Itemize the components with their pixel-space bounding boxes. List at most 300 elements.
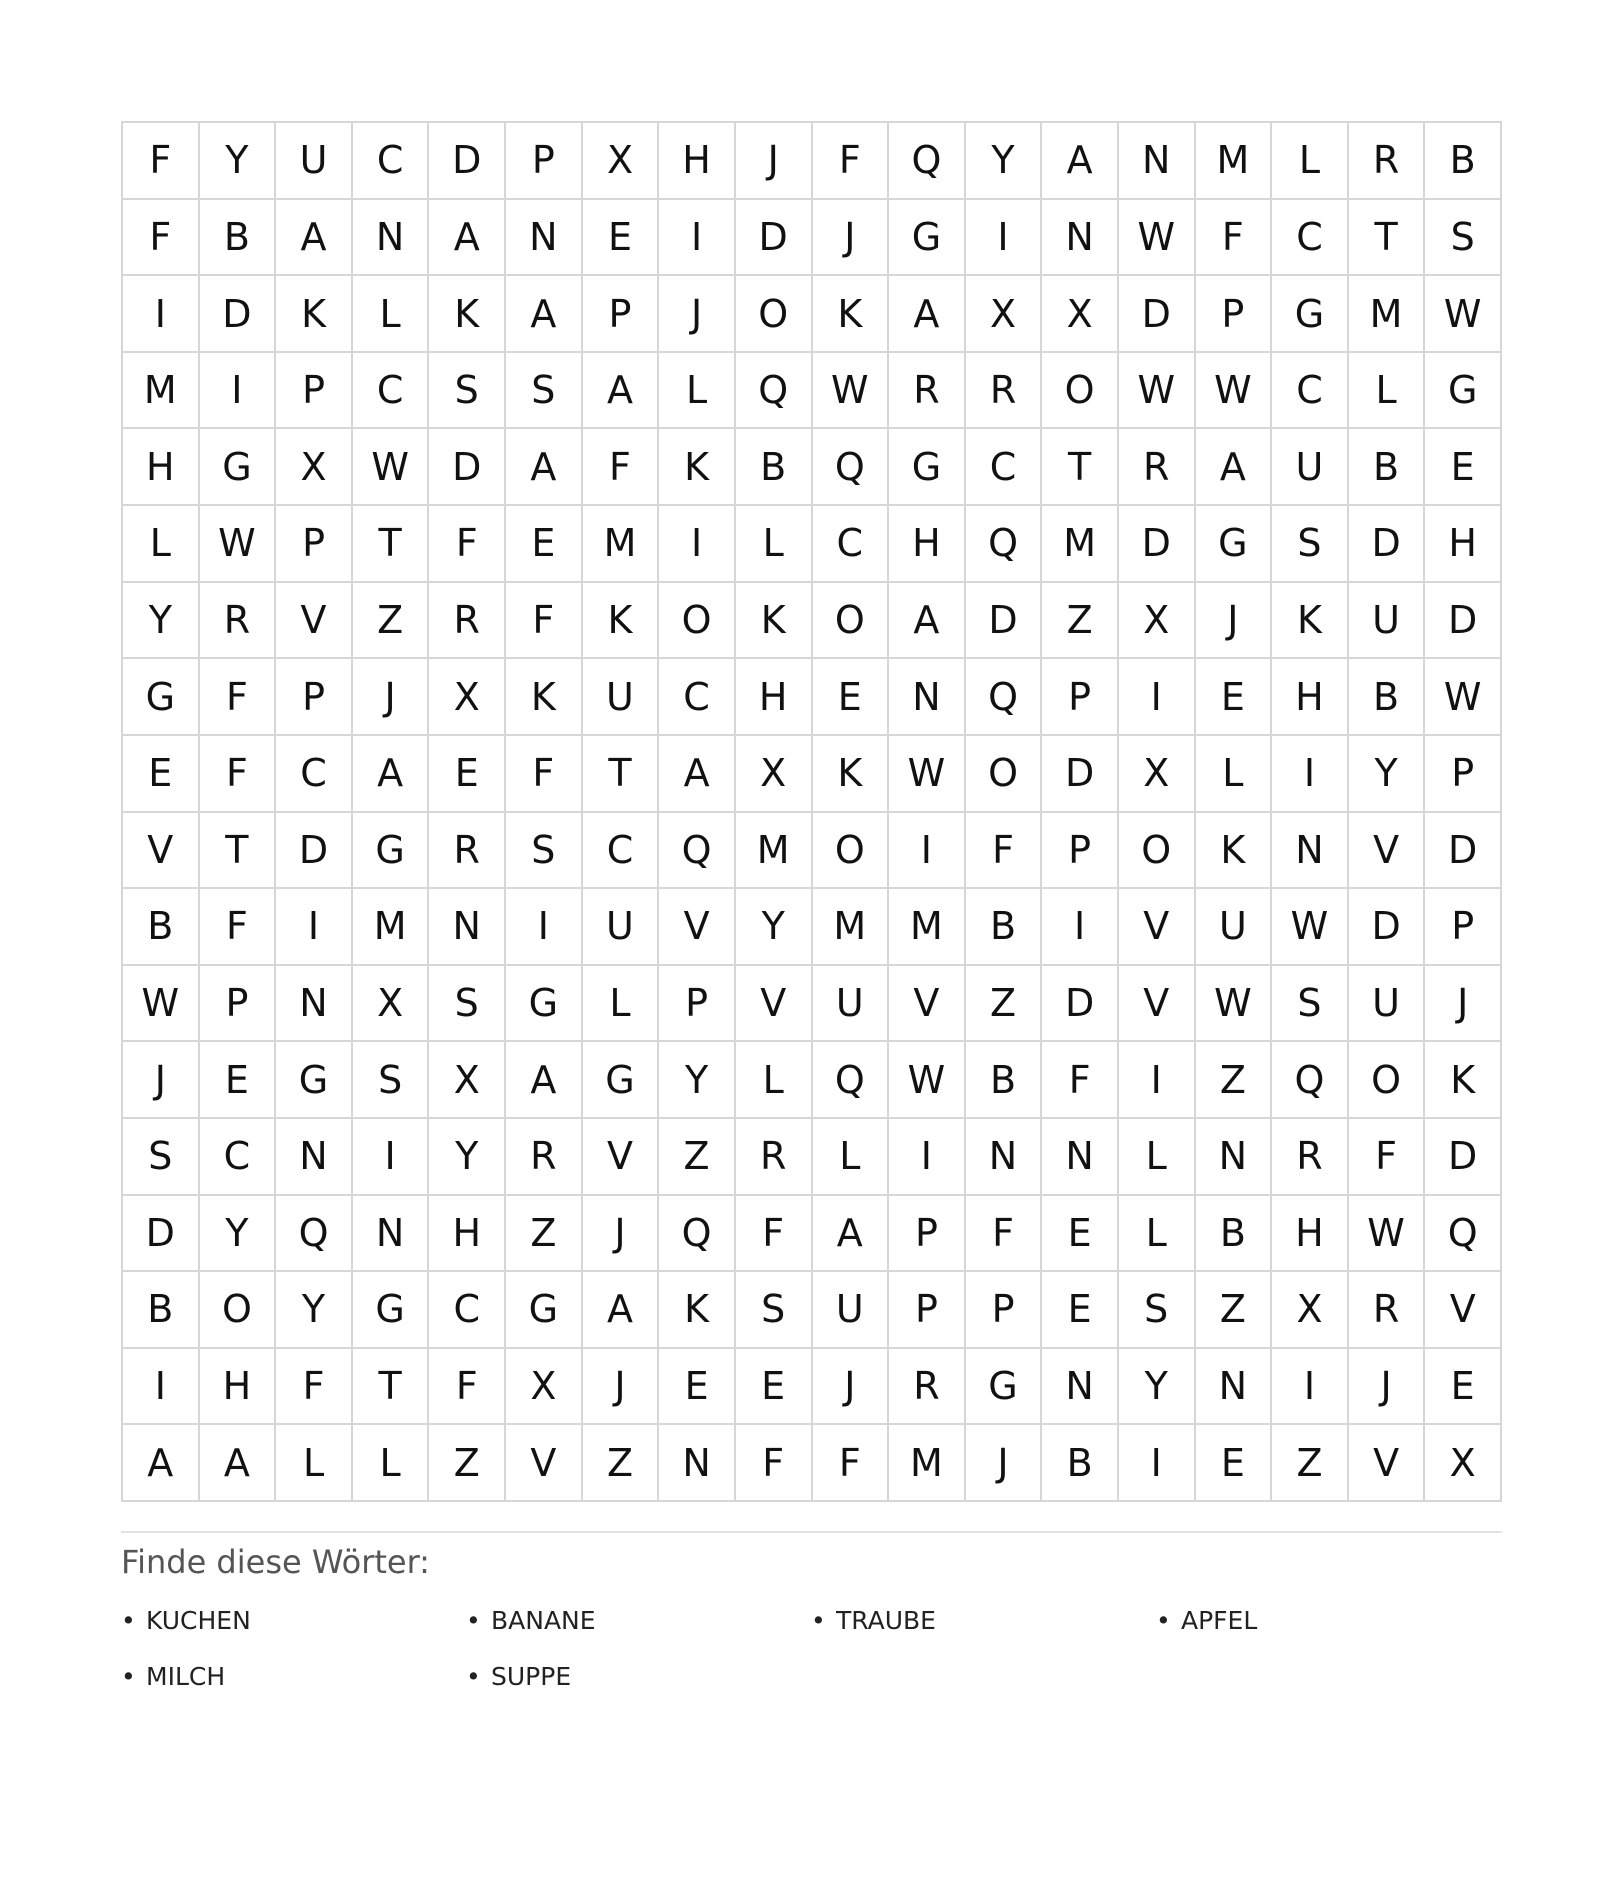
grid-cell[interactable]: S: [429, 353, 506, 430]
grid-cell[interactable]: Z: [1272, 1425, 1349, 1502]
grid-cell[interactable]: E: [1425, 429, 1502, 506]
grid-cell[interactable]: D: [736, 200, 813, 277]
grid-cell[interactable]: G: [506, 966, 583, 1043]
grid-cell[interactable]: L: [813, 1119, 890, 1196]
grid-cell[interactable]: Y: [1119, 1349, 1196, 1426]
grid-cell[interactable]: A: [276, 200, 353, 277]
grid-cell[interactable]: I: [659, 506, 736, 583]
grid-cell[interactable]: L: [1349, 353, 1426, 430]
grid-cell[interactable]: X: [1119, 736, 1196, 813]
grid-cell[interactable]: W: [1119, 353, 1196, 430]
grid-cell[interactable]: E: [1042, 1196, 1119, 1273]
grid-cell[interactable]: F: [966, 1196, 1043, 1273]
grid-cell[interactable]: G: [353, 813, 430, 890]
grid-cell[interactable]: A: [123, 1425, 200, 1502]
grid-cell[interactable]: R: [506, 1119, 583, 1196]
grid-cell[interactable]: P: [583, 276, 660, 353]
grid-cell[interactable]: B: [200, 200, 277, 277]
grid-cell[interactable]: D: [200, 276, 277, 353]
grid-cell[interactable]: J: [1196, 583, 1273, 660]
grid-cell[interactable]: F: [200, 889, 277, 966]
grid-cell[interactable]: X: [1272, 1272, 1349, 1349]
grid-cell[interactable]: F: [429, 1349, 506, 1426]
grid-cell[interactable]: E: [813, 659, 890, 736]
grid-cell[interactable]: S: [1425, 200, 1502, 277]
grid-cell[interactable]: M: [583, 506, 660, 583]
grid-cell[interactable]: D: [1119, 506, 1196, 583]
grid-cell[interactable]: C: [429, 1272, 506, 1349]
grid-cell[interactable]: P: [966, 1272, 1043, 1349]
grid-cell[interactable]: V: [736, 966, 813, 1043]
grid-cell[interactable]: F: [276, 1349, 353, 1426]
grid-cell[interactable]: L: [583, 966, 660, 1043]
grid-cell[interactable]: D: [966, 583, 1043, 660]
grid-cell[interactable]: G: [1196, 506, 1273, 583]
grid-cell[interactable]: D: [1425, 813, 1502, 890]
grid-cell[interactable]: K: [813, 276, 890, 353]
grid-cell[interactable]: E: [200, 1042, 277, 1119]
grid-cell[interactable]: E: [506, 506, 583, 583]
grid-cell[interactable]: P: [889, 1196, 966, 1273]
grid-cell[interactable]: Z: [429, 1425, 506, 1502]
grid-cell[interactable]: P: [276, 506, 353, 583]
grid-cell[interactable]: L: [659, 353, 736, 430]
grid-cell[interactable]: H: [659, 123, 736, 200]
grid-cell[interactable]: Y: [200, 123, 277, 200]
grid-cell[interactable]: C: [1272, 353, 1349, 430]
grid-cell[interactable]: O: [1042, 353, 1119, 430]
grid-cell[interactable]: J: [353, 659, 430, 736]
grid-cell[interactable]: J: [123, 1042, 200, 1119]
grid-cell[interactable]: N: [889, 659, 966, 736]
grid-cell[interactable]: Z: [583, 1425, 660, 1502]
grid-cell[interactable]: T: [353, 506, 430, 583]
grid-cell[interactable]: Z: [1196, 1272, 1273, 1349]
grid-cell[interactable]: Y: [736, 889, 813, 966]
grid-cell[interactable]: S: [506, 813, 583, 890]
grid-cell[interactable]: T: [200, 813, 277, 890]
grid-cell[interactable]: D: [429, 123, 506, 200]
grid-cell[interactable]: W: [1349, 1196, 1426, 1273]
grid-cell[interactable]: I: [276, 889, 353, 966]
grid-cell[interactable]: K: [276, 276, 353, 353]
grid-cell[interactable]: I: [123, 276, 200, 353]
grid-cell[interactable]: N: [1042, 1349, 1119, 1426]
grid-cell[interactable]: C: [1272, 200, 1349, 277]
grid-cell[interactable]: V: [889, 966, 966, 1043]
grid-cell[interactable]: S: [1119, 1272, 1196, 1349]
grid-cell[interactable]: D: [1425, 1119, 1502, 1196]
grid-cell[interactable]: A: [506, 276, 583, 353]
grid-cell[interactable]: U: [1272, 429, 1349, 506]
grid-cell[interactable]: U: [1349, 966, 1426, 1043]
grid-cell[interactable]: H: [429, 1196, 506, 1273]
grid-cell[interactable]: M: [1042, 506, 1119, 583]
grid-cell[interactable]: V: [1349, 1425, 1426, 1502]
grid-cell[interactable]: R: [200, 583, 277, 660]
grid-cell[interactable]: J: [1425, 966, 1502, 1043]
grid-cell[interactable]: I: [1272, 1349, 1349, 1426]
grid-cell[interactable]: S: [1272, 966, 1349, 1043]
grid-cell[interactable]: P: [1042, 813, 1119, 890]
grid-cell[interactable]: I: [1042, 889, 1119, 966]
grid-cell[interactable]: W: [1196, 353, 1273, 430]
grid-cell[interactable]: O: [736, 276, 813, 353]
grid-cell[interactable]: T: [1042, 429, 1119, 506]
grid-cell[interactable]: A: [583, 1272, 660, 1349]
grid-cell[interactable]: L: [1196, 736, 1273, 813]
grid-cell[interactable]: R: [429, 583, 506, 660]
grid-cell[interactable]: N: [1042, 200, 1119, 277]
grid-cell[interactable]: I: [200, 353, 277, 430]
grid-cell[interactable]: W: [1196, 966, 1273, 1043]
grid-cell[interactable]: L: [736, 1042, 813, 1119]
grid-cell[interactable]: A: [583, 353, 660, 430]
grid-cell[interactable]: D: [429, 429, 506, 506]
grid-cell[interactable]: N: [276, 1119, 353, 1196]
grid-cell[interactable]: F: [506, 583, 583, 660]
grid-cell[interactable]: F: [1349, 1119, 1426, 1196]
grid-cell[interactable]: E: [1425, 1349, 1502, 1426]
grid-cell[interactable]: S: [736, 1272, 813, 1349]
grid-cell[interactable]: N: [429, 889, 506, 966]
grid-cell[interactable]: L: [1119, 1119, 1196, 1196]
grid-cell[interactable]: J: [1349, 1349, 1426, 1426]
grid-cell[interactable]: V: [506, 1425, 583, 1502]
grid-cell[interactable]: Q: [966, 506, 1043, 583]
grid-cell[interactable]: K: [659, 1272, 736, 1349]
grid-cell[interactable]: G: [353, 1272, 430, 1349]
grid-cell[interactable]: K: [736, 583, 813, 660]
grid-cell[interactable]: J: [583, 1349, 660, 1426]
grid-cell[interactable]: E: [1042, 1272, 1119, 1349]
grid-cell[interactable]: X: [276, 429, 353, 506]
grid-cell[interactable]: K: [1272, 583, 1349, 660]
grid-cell[interactable]: B: [123, 1272, 200, 1349]
grid-cell[interactable]: H: [200, 1349, 277, 1426]
grid-cell[interactable]: W: [200, 506, 277, 583]
grid-cell[interactable]: X: [736, 736, 813, 813]
grid-cell[interactable]: I: [889, 813, 966, 890]
grid-cell[interactable]: L: [736, 506, 813, 583]
grid-cell[interactable]: C: [966, 429, 1043, 506]
grid-cell[interactable]: V: [1425, 1272, 1502, 1349]
grid-cell[interactable]: G: [276, 1042, 353, 1119]
grid-cell[interactable]: A: [506, 1042, 583, 1119]
grid-cell[interactable]: A: [429, 200, 506, 277]
grid-cell[interactable]: A: [1196, 429, 1273, 506]
grid-cell[interactable]: X: [429, 659, 506, 736]
grid-cell[interactable]: D: [123, 1196, 200, 1273]
grid-cell[interactable]: I: [659, 200, 736, 277]
grid-cell[interactable]: V: [583, 1119, 660, 1196]
grid-cell[interactable]: U: [276, 123, 353, 200]
grid-cell[interactable]: F: [506, 736, 583, 813]
grid-cell[interactable]: T: [583, 736, 660, 813]
grid-cell[interactable]: F: [1042, 1042, 1119, 1119]
grid-cell[interactable]: Q: [813, 429, 890, 506]
grid-cell[interactable]: Y: [123, 583, 200, 660]
grid-cell[interactable]: A: [813, 1196, 890, 1273]
grid-cell[interactable]: K: [583, 583, 660, 660]
grid-cell[interactable]: P: [1425, 889, 1502, 966]
grid-cell[interactable]: V: [1119, 966, 1196, 1043]
grid-cell[interactable]: U: [813, 1272, 890, 1349]
grid-cell[interactable]: N: [276, 966, 353, 1043]
grid-cell[interactable]: Y: [659, 1042, 736, 1119]
grid-cell[interactable]: O: [200, 1272, 277, 1349]
grid-cell[interactable]: N: [1042, 1119, 1119, 1196]
grid-cell[interactable]: Q: [659, 1196, 736, 1273]
grid-cell[interactable]: S: [353, 1042, 430, 1119]
grid-cell[interactable]: A: [506, 429, 583, 506]
grid-cell[interactable]: A: [659, 736, 736, 813]
grid-cell[interactable]: Q: [659, 813, 736, 890]
grid-cell[interactable]: E: [123, 736, 200, 813]
grid-cell[interactable]: I: [123, 1349, 200, 1426]
grid-cell[interactable]: T: [1349, 200, 1426, 277]
grid-cell[interactable]: O: [1119, 813, 1196, 890]
grid-cell[interactable]: N: [353, 200, 430, 277]
grid-cell[interactable]: C: [276, 736, 353, 813]
grid-cell[interactable]: B: [1042, 1425, 1119, 1502]
grid-cell[interactable]: D: [1042, 966, 1119, 1043]
grid-cell[interactable]: Q: [276, 1196, 353, 1273]
grid-cell[interactable]: X: [353, 966, 430, 1043]
grid-cell[interactable]: N: [1196, 1349, 1273, 1426]
grid-cell[interactable]: C: [200, 1119, 277, 1196]
grid-cell[interactable]: P: [506, 123, 583, 200]
grid-cell[interactable]: M: [1196, 123, 1273, 200]
grid-cell[interactable]: X: [1042, 276, 1119, 353]
grid-cell[interactable]: H: [1272, 659, 1349, 736]
grid-cell[interactable]: B: [1196, 1196, 1273, 1273]
grid-cell[interactable]: B: [736, 429, 813, 506]
grid-cell[interactable]: E: [583, 200, 660, 277]
grid-cell[interactable]: O: [1349, 1042, 1426, 1119]
grid-cell[interactable]: P: [889, 1272, 966, 1349]
grid-cell[interactable]: E: [429, 736, 506, 813]
grid-cell[interactable]: J: [813, 1349, 890, 1426]
grid-cell[interactable]: R: [429, 813, 506, 890]
grid-cell[interactable]: S: [506, 353, 583, 430]
grid-cell[interactable]: R: [889, 353, 966, 430]
grid-cell[interactable]: I: [889, 1119, 966, 1196]
grid-cell[interactable]: F: [813, 123, 890, 200]
grid-cell[interactable]: X: [966, 276, 1043, 353]
grid-cell[interactable]: H: [1425, 506, 1502, 583]
grid-cell[interactable]: P: [659, 966, 736, 1043]
grid-cell[interactable]: V: [123, 813, 200, 890]
grid-cell[interactable]: U: [583, 659, 660, 736]
grid-cell[interactable]: L: [276, 1425, 353, 1502]
grid-cell[interactable]: P: [200, 966, 277, 1043]
grid-cell[interactable]: I: [1119, 1425, 1196, 1502]
grid-cell[interactable]: G: [506, 1272, 583, 1349]
grid-cell[interactable]: F: [1196, 200, 1273, 277]
grid-cell[interactable]: V: [659, 889, 736, 966]
grid-cell[interactable]: O: [813, 813, 890, 890]
grid-cell[interactable]: E: [736, 1349, 813, 1426]
grid-cell[interactable]: F: [200, 659, 277, 736]
grid-cell[interactable]: H: [1272, 1196, 1349, 1273]
grid-cell[interactable]: O: [659, 583, 736, 660]
grid-cell[interactable]: I: [353, 1119, 430, 1196]
grid-cell[interactable]: K: [506, 659, 583, 736]
grid-cell[interactable]: F: [429, 506, 506, 583]
grid-cell[interactable]: B: [123, 889, 200, 966]
grid-cell[interactable]: B: [1349, 429, 1426, 506]
grid-cell[interactable]: M: [813, 889, 890, 966]
grid-cell[interactable]: R: [966, 353, 1043, 430]
grid-cell[interactable]: H: [889, 506, 966, 583]
grid-cell[interactable]: P: [1425, 736, 1502, 813]
grid-cell[interactable]: J: [659, 276, 736, 353]
grid-cell[interactable]: C: [353, 353, 430, 430]
grid-cell[interactable]: V: [1119, 889, 1196, 966]
grid-cell[interactable]: W: [889, 1042, 966, 1119]
grid-cell[interactable]: G: [889, 200, 966, 277]
grid-cell[interactable]: B: [966, 1042, 1043, 1119]
grid-cell[interactable]: R: [889, 1349, 966, 1426]
grid-cell[interactable]: X: [1119, 583, 1196, 660]
grid-cell[interactable]: Q: [889, 123, 966, 200]
grid-cell[interactable]: N: [1119, 123, 1196, 200]
grid-cell[interactable]: F: [123, 123, 200, 200]
grid-cell[interactable]: G: [583, 1042, 660, 1119]
grid-cell[interactable]: L: [1272, 123, 1349, 200]
grid-cell[interactable]: I: [1272, 736, 1349, 813]
grid-cell[interactable]: W: [353, 429, 430, 506]
grid-cell[interactable]: E: [1196, 659, 1273, 736]
grid-cell[interactable]: F: [813, 1425, 890, 1502]
grid-cell[interactable]: O: [966, 736, 1043, 813]
grid-cell[interactable]: U: [583, 889, 660, 966]
grid-cell[interactable]: L: [353, 1425, 430, 1502]
grid-cell[interactable]: Q: [966, 659, 1043, 736]
grid-cell[interactable]: I: [966, 200, 1043, 277]
grid-cell[interactable]: M: [353, 889, 430, 966]
grid-cell[interactable]: C: [583, 813, 660, 890]
grid-cell[interactable]: F: [200, 736, 277, 813]
grid-cell[interactable]: N: [506, 200, 583, 277]
grid-cell[interactable]: X: [429, 1042, 506, 1119]
grid-cell[interactable]: G: [200, 429, 277, 506]
grid-cell[interactable]: M: [889, 1425, 966, 1502]
grid-cell[interactable]: L: [353, 276, 430, 353]
grid-cell[interactable]: R: [736, 1119, 813, 1196]
grid-cell[interactable]: R: [1119, 429, 1196, 506]
grid-cell[interactable]: P: [1042, 659, 1119, 736]
grid-cell[interactable]: Z: [659, 1119, 736, 1196]
grid-cell[interactable]: M: [1349, 276, 1426, 353]
grid-cell[interactable]: N: [966, 1119, 1043, 1196]
grid-cell[interactable]: E: [1196, 1425, 1273, 1502]
grid-cell[interactable]: Z: [1042, 583, 1119, 660]
grid-cell[interactable]: O: [813, 583, 890, 660]
grid-cell[interactable]: A: [200, 1425, 277, 1502]
grid-cell[interactable]: L: [123, 506, 200, 583]
grid-cell[interactable]: F: [966, 813, 1043, 890]
grid-cell[interactable]: M: [889, 889, 966, 966]
grid-cell[interactable]: W: [1119, 200, 1196, 277]
grid-cell[interactable]: V: [1349, 813, 1426, 890]
grid-cell[interactable]: B: [966, 889, 1043, 966]
grid-cell[interactable]: Z: [966, 966, 1043, 1043]
grid-cell[interactable]: H: [123, 429, 200, 506]
grid-cell[interactable]: Q: [736, 353, 813, 430]
grid-cell[interactable]: Q: [813, 1042, 890, 1119]
grid-cell[interactable]: Y: [276, 1272, 353, 1349]
grid-cell[interactable]: Y: [966, 123, 1043, 200]
grid-cell[interactable]: E: [659, 1349, 736, 1426]
grid-cell[interactable]: R: [1272, 1119, 1349, 1196]
grid-cell[interactable]: J: [736, 123, 813, 200]
grid-cell[interactable]: W: [813, 353, 890, 430]
grid-cell[interactable]: A: [889, 583, 966, 660]
grid-cell[interactable]: G: [1425, 353, 1502, 430]
grid-cell[interactable]: D: [1119, 276, 1196, 353]
grid-cell[interactable]: C: [659, 659, 736, 736]
grid-cell[interactable]: F: [736, 1196, 813, 1273]
grid-cell[interactable]: X: [583, 123, 660, 200]
grid-cell[interactable]: G: [123, 659, 200, 736]
grid-cell[interactable]: U: [813, 966, 890, 1043]
grid-cell[interactable]: A: [353, 736, 430, 813]
grid-cell[interactable]: G: [966, 1349, 1043, 1426]
grid-cell[interactable]: Y: [200, 1196, 277, 1273]
grid-cell[interactable]: A: [889, 276, 966, 353]
grid-cell[interactable]: S: [429, 966, 506, 1043]
grid-cell[interactable]: B: [1349, 659, 1426, 736]
grid-cell[interactable]: Q: [1272, 1042, 1349, 1119]
grid-cell[interactable]: K: [813, 736, 890, 813]
grid-cell[interactable]: G: [889, 429, 966, 506]
grid-cell[interactable]: K: [1425, 1042, 1502, 1119]
grid-cell[interactable]: A: [1042, 123, 1119, 200]
grid-cell[interactable]: W: [1425, 659, 1502, 736]
grid-cell[interactable]: U: [1196, 889, 1273, 966]
grid-cell[interactable]: C: [813, 506, 890, 583]
grid-cell[interactable]: H: [736, 659, 813, 736]
grid-cell[interactable]: S: [123, 1119, 200, 1196]
grid-cell[interactable]: G: [1272, 276, 1349, 353]
grid-cell[interactable]: L: [1119, 1196, 1196, 1273]
grid-cell[interactable]: Z: [506, 1196, 583, 1273]
grid-cell[interactable]: R: [1349, 1272, 1426, 1349]
grid-cell[interactable]: W: [123, 966, 200, 1043]
grid-cell[interactable]: J: [813, 200, 890, 277]
grid-cell[interactable]: B: [1425, 123, 1502, 200]
grid-cell[interactable]: N: [1272, 813, 1349, 890]
grid-cell[interactable]: Y: [1349, 736, 1426, 813]
grid-cell[interactable]: V: [276, 583, 353, 660]
grid-cell[interactable]: P: [1196, 276, 1273, 353]
grid-cell[interactable]: P: [276, 659, 353, 736]
grid-cell[interactable]: N: [353, 1196, 430, 1273]
grid-cell[interactable]: I: [506, 889, 583, 966]
grid-cell[interactable]: D: [1042, 736, 1119, 813]
grid-cell[interactable]: C: [353, 123, 430, 200]
grid-cell[interactable]: X: [506, 1349, 583, 1426]
grid-cell[interactable]: K: [429, 276, 506, 353]
grid-cell[interactable]: R: [1349, 123, 1426, 200]
grid-cell[interactable]: J: [966, 1425, 1043, 1502]
grid-cell[interactable]: Y: [429, 1119, 506, 1196]
grid-cell[interactable]: U: [1349, 583, 1426, 660]
grid-cell[interactable]: K: [1196, 813, 1273, 890]
grid-cell[interactable]: D: [1425, 583, 1502, 660]
